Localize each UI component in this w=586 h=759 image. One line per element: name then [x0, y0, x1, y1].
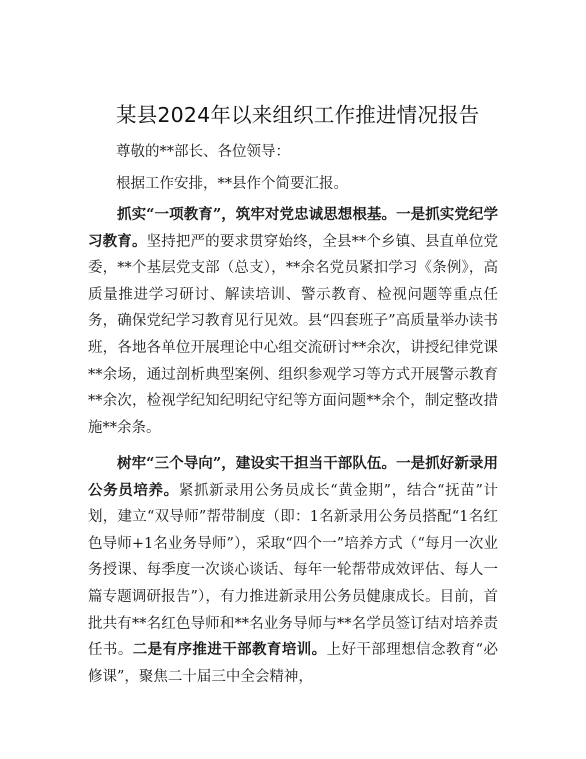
paragraph-2-heading: 树牢“三个导向”，建设实干担当干部队伍。: [117, 455, 397, 472]
paragraph-1: [88, 202, 498, 441]
paragraph-1-subheading: 一是抓实党纪学习教育。: [88, 206, 498, 250]
paragraph-2-body: 紧抓新录用公务员成长“黄金期”，结合“抚苗”计划，建立“双导师”帮带制度（即：1名新录用公务员搭配“1名红色导师+1名业务导师”），采取“四个一”培养方式（“每月一次业务授课、每季度一次谈心谈话、每年一轮帮带成效评估、每人一篇专题调研报告”），有力推进新录用公务员健康成长。目前，首批共有**名红色导师和**名业务导师与**名学员签订结对培养责任书。: [88, 482, 498, 659]
paragraph-2-subheading-2: 二是有序推进干部教育培训。: [132, 641, 327, 659]
paragraph-2-subheading: 一是抓好新录用公务员培养。: [88, 455, 498, 499]
paragraph-2-body-2: 上好干部理想信念教育“必修课”，聚焦二十届三中全会精神，: [88, 642, 499, 685]
paragraph-1-heading: 抓实“一项教育”，筑牢对党忠诚思想根基。: [117, 206, 397, 223]
salutation: 尊敬的**部长、各位领导：: [116, 144, 290, 160]
intro-line: 根据工作安排，**县作个简要汇报。: [116, 176, 348, 192]
paragraph-2: [88, 451, 498, 690]
paragraph-1-body: 坚持把严的要求贯穿始终，全县**个乡镇、县直单位党委，**个基层党支部（总支），**余名党员紧扣学习《条例》，高质量推进学习研讨、解读培训、警示教育、检视问题等重点任务，确保党纪学习教育见行见效。县“四套班子”高质量举办读书班，各地各单位开展理论中心组交流研讨**余次，讲授纪律党课**余场，通过剖析典型案例、组织参观学习等方式开展警示教育**余次，检视学纪知纪明纪守纪等方面问题**余个，制定整改措施**余条。: [88, 233, 498, 436]
document-title: 某县2024年以来组织工作推进情况报告: [116, 103, 480, 127]
